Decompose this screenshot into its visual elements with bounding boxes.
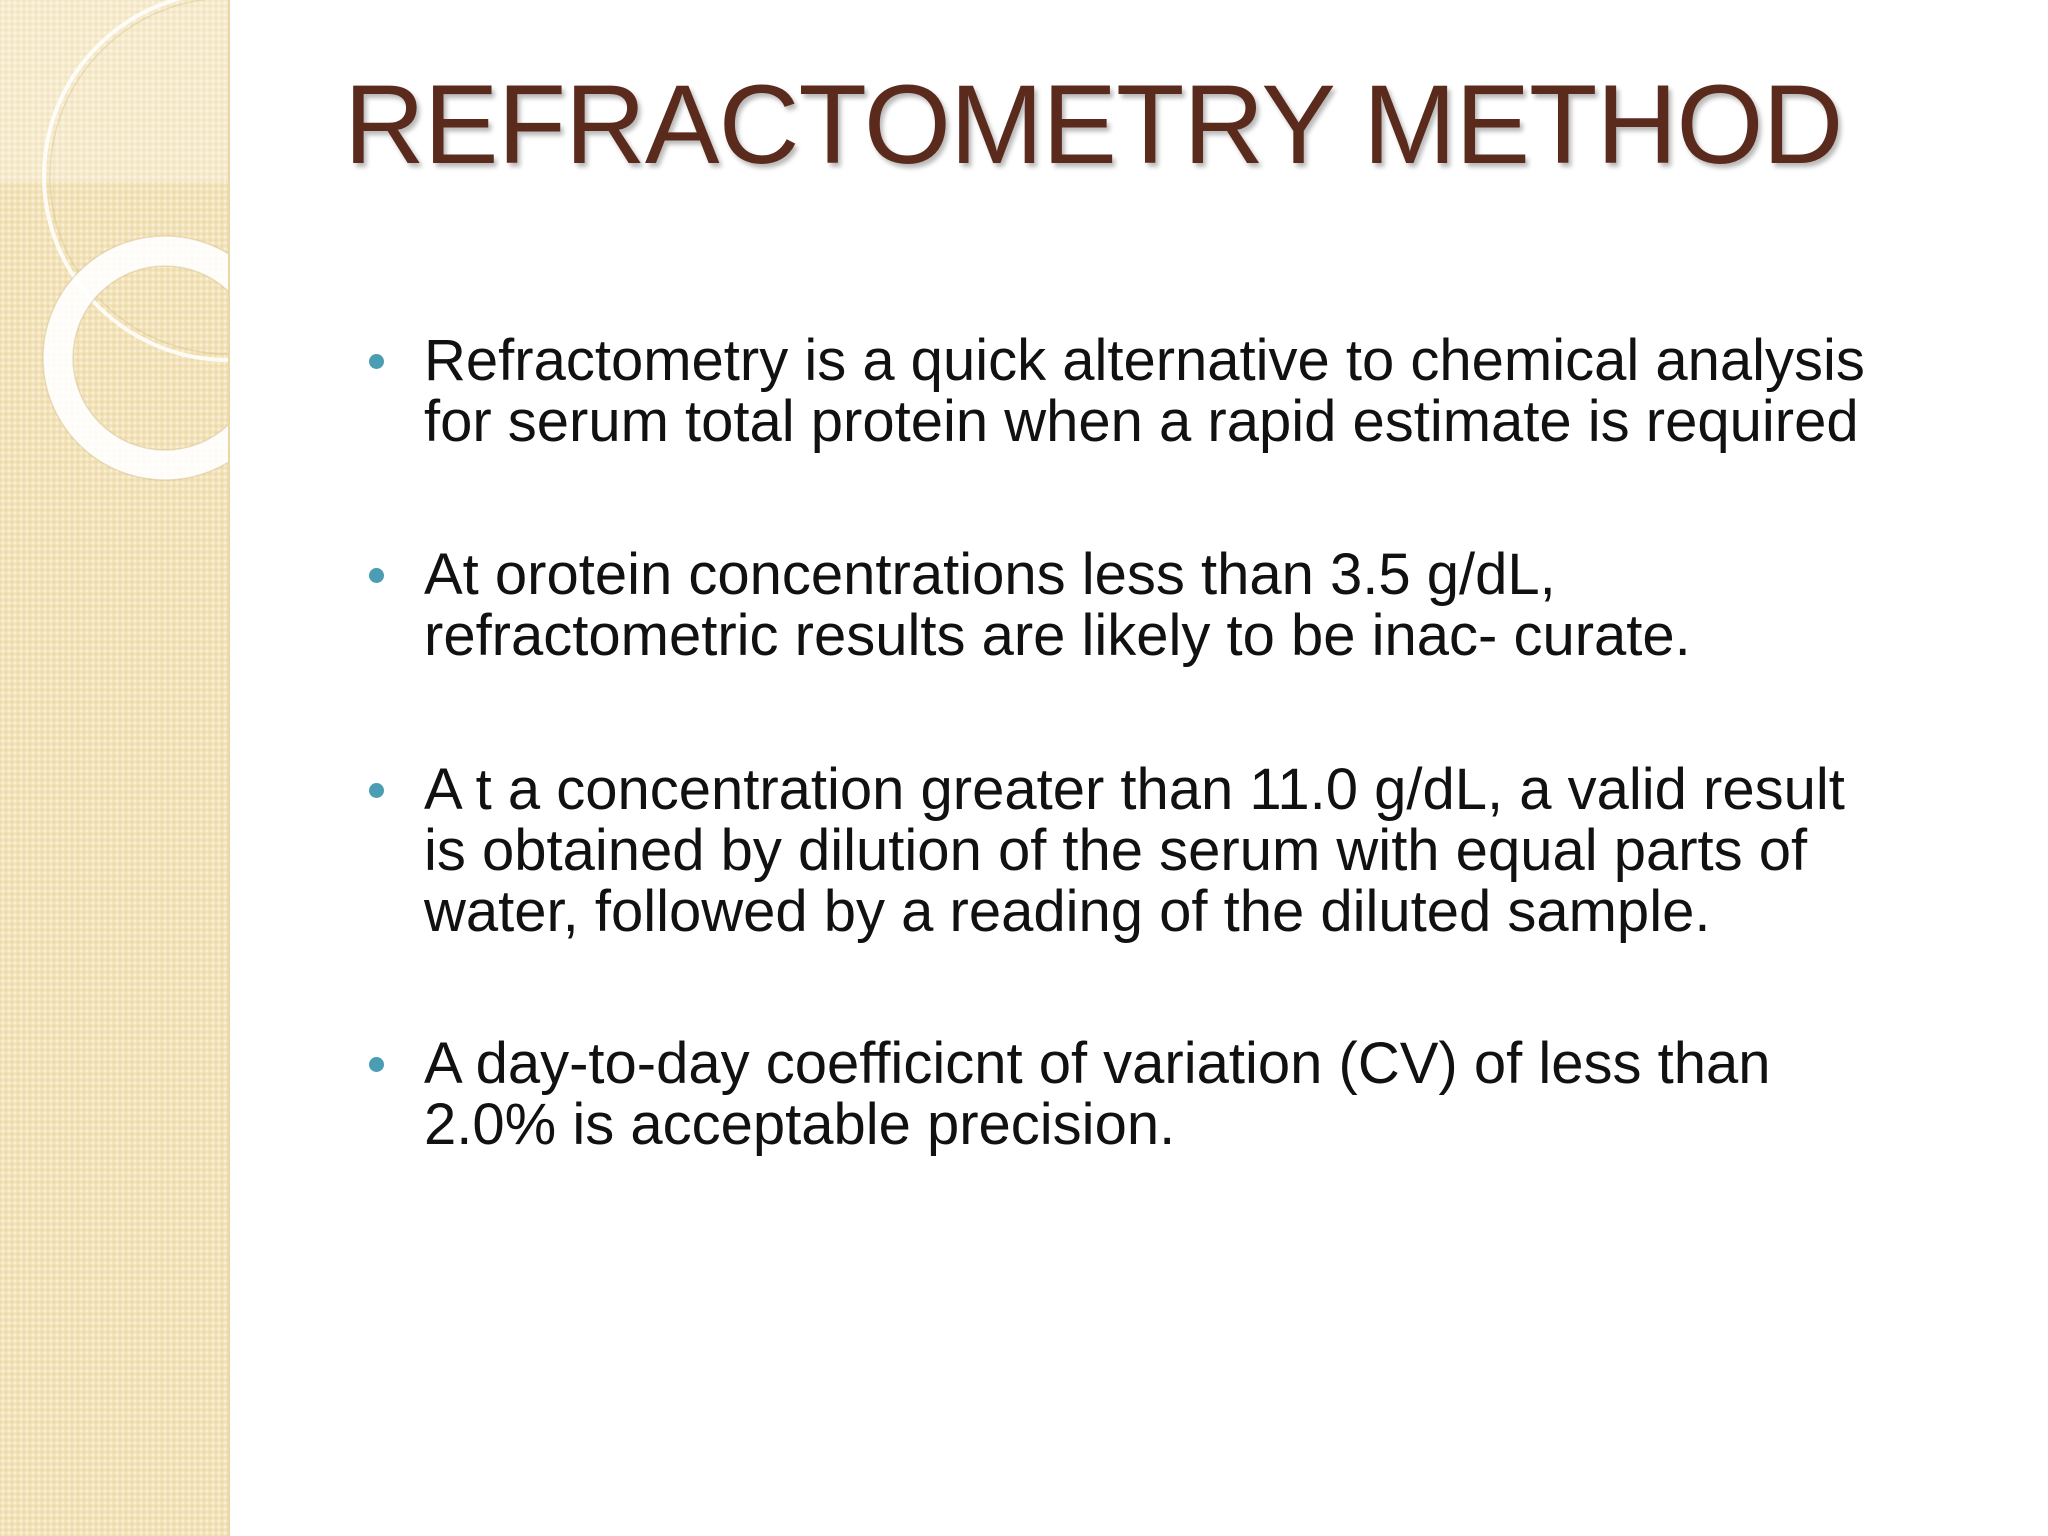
bullet-text-line: Refractometry is a quick alternative to chemical analysis	[424, 328, 1865, 393]
decorative-side-band	[0, 0, 230, 1536]
bullet-dot-icon	[369, 568, 384, 583]
bullet-item-1	[424, 330, 2024, 452]
bullet-text-line: A t a concentration greater than 11.0 g/dL, a valid result	[424, 757, 1845, 822]
bullet-text-line: A day-to-day coefficicnt of variation (CV) of less than	[424, 1031, 1771, 1096]
bullet-item-3	[424, 759, 2024, 942]
bullet-dot-icon	[369, 783, 384, 798]
bullet-text-line: is obtained by dilution of the serum with equal parts of	[424, 818, 1808, 883]
bullet-text-line: for serum total protein when a rapid estimate is required	[424, 389, 1859, 454]
bullet-dot-icon	[369, 354, 384, 369]
bullet-dot-icon	[369, 1057, 384, 1072]
decorative-rings-icon	[0, 0, 228, 520]
bullet-text-line: At orotein concentrations less than 3.5 g/dL,	[424, 542, 1556, 607]
bullet-text-line: refractometric results are likely to be inac- curate.	[424, 603, 1691, 668]
bullet-text-line: 2.0% is acceptable precision.	[424, 1092, 1176, 1157]
slide-title: REFRACTOMETRY METHOD	[344, 62, 1843, 187]
bullet-item-2	[424, 544, 2024, 666]
bullet-item-4	[424, 1033, 2024, 1155]
bullet-text-line: water, followed by a reading of the diluted sample.	[424, 879, 1711, 944]
